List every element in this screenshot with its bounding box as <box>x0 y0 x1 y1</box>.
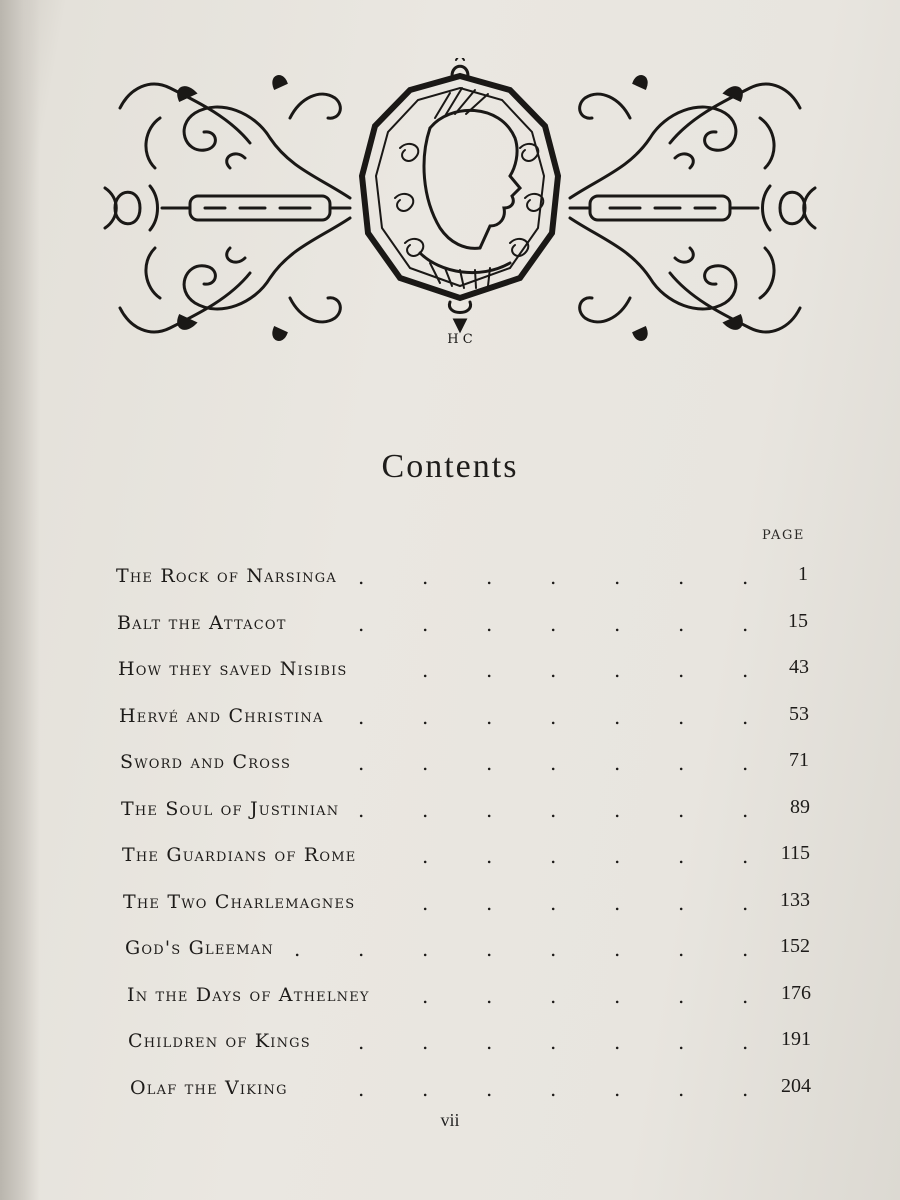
toc-entry-page-number: 71 <box>789 749 809 771</box>
central-medallion-warrior-portrait <box>362 58 558 330</box>
toc-entry-page-number: 115 <box>780 842 810 864</box>
toc-entry: The Two Charlemagnes . . . . . . 133 <box>123 888 810 915</box>
toc-entry-page-number: 133 <box>780 888 810 911</box>
toc-entry: In the Days of Athelney . . . . . . 176 <box>127 981 811 1008</box>
toc-entry-page-number: 43 <box>789 656 809 678</box>
toc-entry: God's Gleeman . . . . . . . . 152 <box>125 935 810 961</box>
right-scrollwork-ornament <box>570 77 815 340</box>
page-column-label: PAGE <box>762 528 805 543</box>
toc-entry-page-number: 204 <box>781 1074 811 1097</box>
toc-entry: The Guardians of Rome . . . . . . 115 <box>122 842 810 868</box>
toc-entry-title: The Two Charlemagnes <box>123 890 356 913</box>
toc-entry: Hervé and Christina . . . . . . . 53 <box>119 702 809 729</box>
toc-entry: How they saved Nisibis . . . . . . 43 <box>118 656 809 682</box>
toc-entry: Children of Kings . . . . . . . 191 <box>128 1028 811 1054</box>
toc-entry-title: In the Days of Athelney <box>127 983 370 1006</box>
toc-entry-page-number: 1 <box>798 563 808 585</box>
toc-entry: Olaf the Viking . . . . . . . 204 <box>130 1074 811 1101</box>
contents-heading: Contents <box>381 448 519 485</box>
toc-entry-title: The Guardians of Rome <box>122 844 357 866</box>
toc-entry-page-number: 89 <box>790 795 810 818</box>
toc-entry: Balt the Attacot . . . . . . . 15 <box>117 609 808 636</box>
monogram-initials: H C <box>447 332 473 347</box>
toc-entry: The Soul of Justinian . . . . . . . 89 <box>121 795 810 822</box>
toc-entry-title: How they saved Nisibis <box>118 658 348 680</box>
toc-entry-page-number: 152 <box>780 935 810 957</box>
toc-entry-title: The Rock of Narsinga <box>116 565 337 587</box>
toc-entry-page-number: 176 <box>781 981 811 1004</box>
toc-entry-page-number: 15 <box>788 609 808 632</box>
toc-entry-page-number: 53 <box>789 702 809 725</box>
toc-entry-title: The Soul of Justinian <box>121 797 340 820</box>
toc-entry: Sword and Cross . . . . . . . 71 <box>120 749 809 775</box>
left-scrollwork-ornament <box>105 77 350 340</box>
toc-entry-title: God's Gleeman <box>125 937 274 959</box>
toc-entry-title: Sword and Cross <box>120 751 292 773</box>
toc-entry-title: Children of Kings <box>128 1030 311 1052</box>
headpiece-ornament-illustration <box>100 58 820 358</box>
toc-entry-title: Olaf the Viking <box>130 1076 288 1099</box>
toc-entry-page-number: 191 <box>781 1028 811 1050</box>
page-folio-number: vii <box>440 1110 460 1130</box>
toc-entry-title: Hervé and Christina <box>119 704 324 727</box>
toc-entry: The Rock of Narsinga . . . . . . . 1 <box>116 563 808 589</box>
book-gutter-shadow <box>0 0 40 1200</box>
toc-entry-title: Balt the Attacot <box>117 611 287 634</box>
